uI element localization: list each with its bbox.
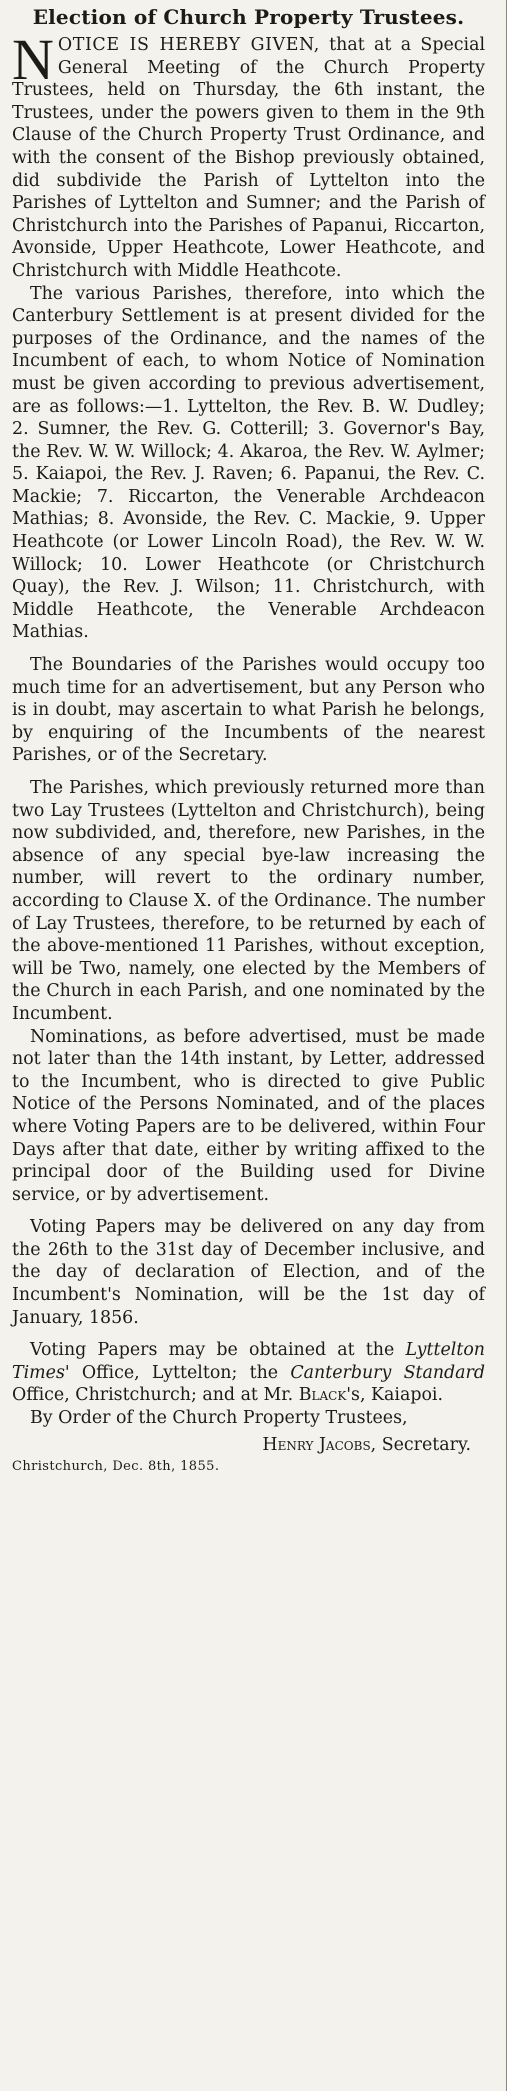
- black-name: Black: [298, 1385, 347, 1406]
- lyttelton-times-name: Lyttelton Times': [12, 1340, 485, 1383]
- notice-paragraph-1: [12, 27, 486, 283]
- newspaper-notice: [4, 0, 491, 2091]
- notice-paragraph-3: The Boundaries of the Parishes would occupy too much time for an advertisement, but any Person who is in doubt, may ascertain to what Parish he belongs, by enquiring of the Incumbents of the nearest Parishes, or of the Secretary.: [12, 655, 485, 766]
- signature-title: , Secretary.: [370, 1434, 471, 1455]
- dateline: Christchurch, Dec. 8th, 1855.: [12, 1459, 220, 1475]
- notice-paragraph-7-c: Office, Christchurch; and at Mr.: [12, 1385, 299, 1406]
- notice-paragraph-4: The Parishes, which previously returned more than two Lay Trustees (Lyttelton and Christchurch), being now subdivided, and, therefore, new Parishes, in the absence of any special bye-law increasing the number, will revert to the ordinary number, according to Clause X. of the Ordinance. The number of Lay Trustees, therefore, to be returned by each of the above-mentioned 11 Parishes, without exception, will be Two, namely, one elected by the Members of the Church in each Parish, and one nominated by the Incumbent.: [12, 778, 485, 1024]
- notice-paragraph-8: By Order of the Church Property Trustees,: [30, 1408, 408, 1429]
- notice-paragraph-2: The various Parishes, therefore, into which the Canterbury Settlement is at present divided for the purposes of the Ordinance, and the names of the Incumbent of each, to whom Notice of Nomination must be given according to previous advertisement, are as follows:—1. Lyttelton, the Rev. B. W. Dudley; 2. Sumner, the Rev. G. Cotterill; 3. Governor's Bay, the Rev. W. W. Willock; 4. Akaroa, the Rev. W. Aylmer; 5. Kaiapoi, the Rev. J. Raven; 6. Papanui, the Rev. C. Mackie; 7. Riccarton, the Venerable Archdeacon Mathias; 8. Avonside, the Rev. C. Mackie, 9. Upper Heathcote (or Lower Lincoln Road), the Rev. W. W. Willock; 10. Lower Heathcote (or Christchurch Quay), the Rev. J. Wilson; 11. Christchurch, with Middle Heathcote, the Venerable Archdeacon Mathias.: [12, 283, 485, 643]
- notice-paragraph-6: Voting Papers may be delivered on any day from the 26th to the 31st day of December inclusive, and the day of declaration of Election, and of the Incumbent's Nomination, will be the 1st day of January, 1856.: [12, 1217, 485, 1328]
- signature-name: Henry Jacobs: [262, 1434, 371, 1455]
- paragraph-gap: [12, 767, 485, 777]
- canterbury-standard-name: Canterbury Standard: [290, 1362, 485, 1383]
- drop-cap: N: [12, 27, 54, 92]
- notice-paragraph-7: [12, 1339, 485, 1407]
- paragraph-gap: [12, 1206, 485, 1216]
- notice-title: Election of Church Property Trustees.: [32, 5, 465, 29]
- paragraph-gap: [12, 644, 485, 654]
- notice-paragraph-7-a: Voting Papers may be obtained at the: [30, 1340, 406, 1361]
- notice-paragraph-1-text: that at a Special General Meeting of the Church Property Trustees, held on Thursday, the 6th instant, the Trustees, under the powers given to them in the 9th Clause of the Church Property Trust Ordinance, and with the consent of the Bishop previously obtained, did subdivide the Parish of Lyttelton into the Parishes of Lyttelton and Sumner; and the Parish of Christchurch into the Parishes of Papanui, Riccarton, Avonside, Upper Heathcote, Lower Heathcote, and Christchurch with Middle Heathcote.: [12, 35, 486, 281]
- signature-line: [12, 1434, 485, 1457]
- notice-paragraph-7-d: 's, Kaiapoi.: [346, 1385, 444, 1406]
- notice-lead-caps: OTICE IS HEREBY GIVEN,: [57, 35, 320, 55]
- notice-paragraph-5: Nominations, as before advertised, must be made not later than the 14th instant, by Letter, addressed to the Incumbent, who is directed to give Public Notice of the Persons Nominated, and of the places where Voting Papers are to be delivered, within Four Days after that date, either by writing affixed to the principal door of the Building used for Divine service, or by advertisement.: [12, 1026, 485, 1205]
- paragraph-gap: [12, 1329, 485, 1339]
- notice-paragraph-7-b: Office, Lyttelton; the: [69, 1362, 291, 1383]
